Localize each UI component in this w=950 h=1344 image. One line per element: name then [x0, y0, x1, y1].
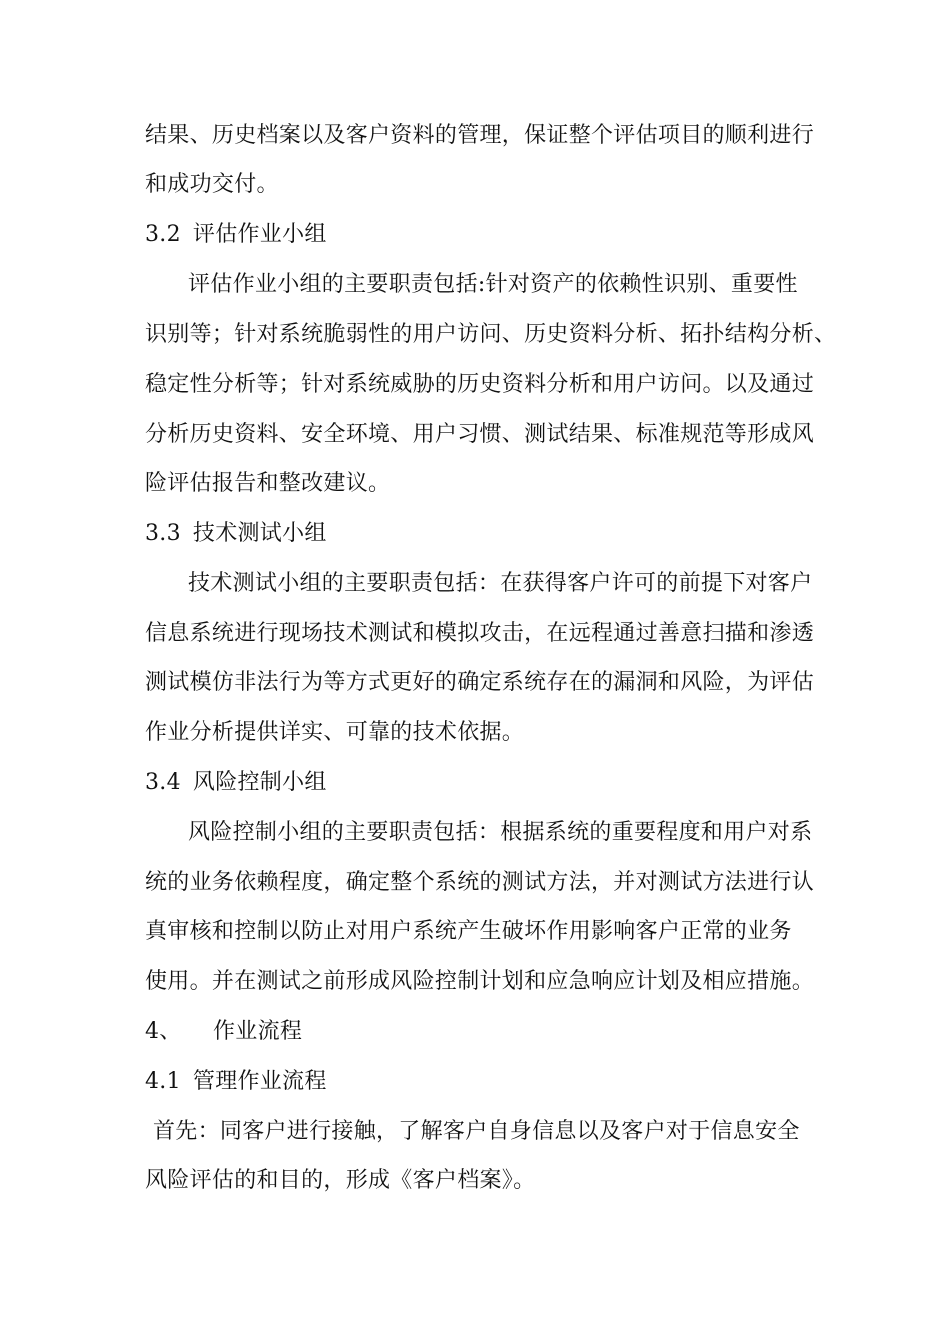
paragraph-line: 测试模仿非法行为等方式更好的确定系统存在的漏洞和风险，为评估: [145, 670, 815, 695]
paragraph-line: 真审核和控制以防止对用户系统产生破坏作用影响客户正常的业务: [145, 919, 792, 944]
paragraph-line: 评估作业小组的主要职责包括:针对资产的依赖性识别、重要性: [188, 272, 798, 297]
section-number: 3.4: [145, 770, 181, 795]
section-heading-4-1: [145, 1067, 327, 1097]
paragraph-line: 识别等；针对系统脆弱性的用户访问、历史资料分析、拓扑结构分析、: [145, 322, 837, 347]
section-number: 3.3: [145, 521, 181, 546]
paragraph-line: 风险控制小组的主要职责包括：根据系统的重要程度和用户对系: [188, 820, 813, 845]
section-title: 作业流程: [213, 1019, 303, 1044]
section-title: 评估作业小组: [192, 222, 327, 247]
paragraph-line: 稳定性分析等；针对系统威胁的历史资料分析和用户访问。以及通过: [145, 372, 815, 397]
section-number: 3.2: [145, 222, 181, 247]
paragraph-line: 统的业务依赖程度，确定整个系统的测试方法，并对测试方法进行认: [145, 870, 815, 895]
section-heading-3-3: [145, 519, 327, 549]
section-title: 风险控制小组: [192, 770, 327, 795]
paragraph-line: 险评估报告和整改建议。: [145, 471, 391, 496]
paragraph-line: 分析历史资料、安全环境、用户习惯、测试结果、标准规范等形成风: [145, 422, 815, 447]
paragraph-line: 和成功交付。: [145, 172, 279, 197]
paragraph-line: 风险评估的和目的，形成《客户档案》。: [145, 1168, 536, 1193]
section-heading-3-4: [145, 768, 327, 798]
section-title: 技术测试小组: [192, 521, 327, 546]
paragraph-line: 技术测试小组的主要职责包括：在获得客户许可的前提下对客户: [188, 571, 813, 596]
paragraph-line: 结果、历史档案以及客户资料的管理，保证整个评估项目的顺利进行: [145, 123, 815, 148]
section-number: 4.1: [145, 1069, 181, 1094]
section-number: 4、: [145, 1019, 182, 1044]
paragraph-line: 使用。并在测试之前形成风险控制计划和应急响应计划及相应措施。: [145, 969, 815, 994]
paragraph-line: 首先：同客户进行接触，了解客户自身信息以及客户对于信息安全: [153, 1119, 800, 1144]
paragraph-line: 作业分析提供详实、可靠的技术依据。: [145, 720, 525, 745]
section-title: 管理作业流程: [192, 1069, 327, 1094]
paragraph-line: 信息系统进行现场技术测试和模拟攻击，在远程通过善意扫描和渗透: [145, 621, 815, 646]
section-heading-3-2: [145, 220, 327, 250]
section-heading-4: [145, 1017, 302, 1047]
